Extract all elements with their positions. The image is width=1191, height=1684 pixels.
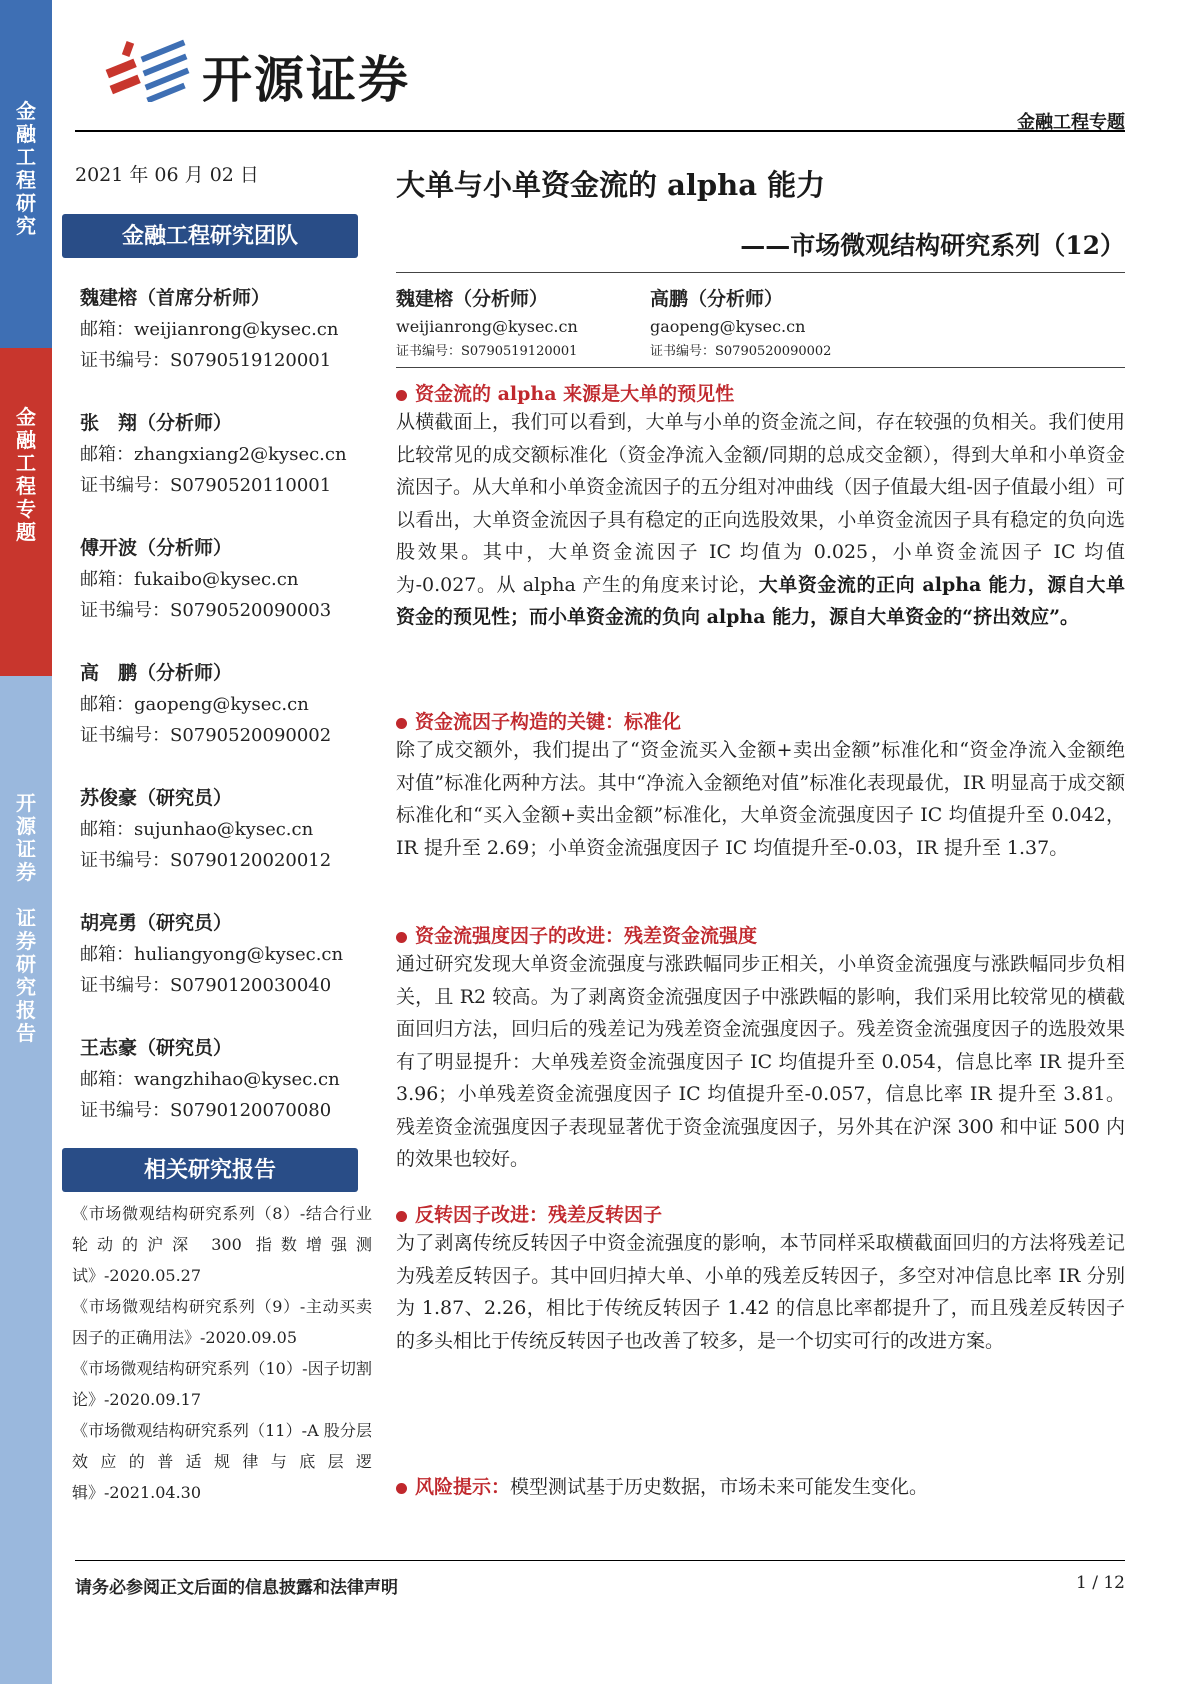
title-divider (396, 272, 1125, 273)
analyst-name: 魏建榕（分析师） (396, 288, 549, 310)
member-name: 苏俊豪（研究员） (80, 787, 233, 809)
analyst-email[interactable]: gaopeng@kysec.cn (650, 317, 806, 336)
brand-name: 开源证券 (202, 51, 410, 109)
member-email[interactable]: 邮箱：sujunhao@kysec.cn (80, 819, 314, 840)
member-email[interactable]: 邮箱：fukaibo@kysec.cn (80, 569, 299, 590)
bullet-icon (396, 390, 407, 401)
team-member (80, 283, 338, 376)
section-heading: 资金流因子构造的关键：标准化 (396, 707, 681, 734)
section-body: 除了成交额外，我们提出了“资金流买入金额+卖出金额”标准化和“资金净流入金额绝对值”标准化两种方法。其中“净流入金额绝对值”标准化表现最优，IR 明显高于成交额标准化和“买入金额+卖出金额”标准化，大单资金流强度因子 IC 均值提升至 0.042，IR 提升至 2.69；小单资金流强度因子 IC 均值提升至-0.03，IR 提升至 1.37。 (396, 739, 1125, 859)
analyst-cert: 证书编号：S0790520090002 (650, 344, 832, 359)
member-cert: 证书编号：S0790520090003 (80, 600, 332, 621)
related-title: 相关研究报告 (62, 1148, 358, 1192)
team-member (80, 408, 347, 501)
team-member (80, 1033, 340, 1126)
related-item[interactable]: 《市场微观结构研究系列（10）-因子切割论》-2020.09.17 (72, 1359, 372, 1409)
section-body: 通过研究发现大单资金流强度与涨跌幅同步正相关，小单资金流强度与涨跌幅同步负相关，且 R2 较高。为了剥离资金流强度因子中涨跌幅的影响，我们采用比较常见的横截面回归方法，回归后的残差记为残差资金流强度因子。残差资金流强度因子的选股效果有了明显提升：大单残差资金流强度因子 IC 均值提升至 0.054，信息比率 IR 提升至 3.96；小单残差资金流强度因子 IC 均值提升至-0.057，信息比率 IR 提升至 3.81。残差资金流强度因子表现显著优于资金流强度因子，另外其在沪深 300 和中证 500 内的效果也较好。 (396, 953, 1125, 1170)
member-name: 张 翔（分析师） (80, 412, 233, 434)
sidebar-tab-label: 开 源 证 券 证 券 研 究 报 告 (16, 791, 36, 1045)
member-cert: 证书编号：S0790520090002 (80, 725, 332, 746)
member-cert: 证书编号：S0790120070080 (80, 1100, 332, 1121)
member-email[interactable]: 邮箱：gaopeng@kysec.cn (80, 694, 309, 715)
related-list (72, 1198, 372, 1508)
section-heading: 资金流强度因子的改进：残差资金流强度 (396, 921, 757, 948)
bullet-icon (396, 718, 407, 729)
bullet-icon (396, 1483, 407, 1494)
analyst-name: 高鹏（分析师） (650, 288, 784, 310)
report-title: 大单与小单资金流的 alpha 能力 (396, 168, 826, 202)
section-heading: 资金流的 alpha 来源是大单的预见性 (396, 379, 734, 406)
section-heading: 反转因子改进：残差反转因子 (396, 1200, 662, 1227)
related-item[interactable]: 《市场微观结构研究系列（11）-A 股分层效应的普适规律与底层逻辑》-2021.04.30 (72, 1421, 372, 1502)
report-category: 金融工程专题 (1017, 112, 1125, 133)
member-cert: 证书编号：S0790120030040 (80, 975, 332, 996)
report-subtitle: ——市场微观结构研究系列（12） (740, 231, 1125, 260)
risk-text: 模型测试基于历史数据，市场未来可能发生变化。 (510, 1476, 929, 1498)
team-title: 金融工程研究团队 (62, 214, 358, 258)
related-item[interactable]: 《市场微观结构研究系列（9）-主动买卖因子的正确用法》-2020.09.05 (72, 1297, 372, 1347)
member-cert: 证书编号：S0790519120001 (80, 350, 332, 371)
bullet-icon (396, 932, 407, 943)
sidebar-tab-research (0, 0, 52, 348)
risk-label: 风险提示： (415, 1476, 511, 1498)
report-date: 2021 年 06 月 02 日 (75, 164, 259, 186)
analyst-divider (396, 367, 1125, 368)
footer-disclaimer: 请务必参阅正文后面的信息披露和法律声明 (75, 1578, 398, 1598)
section-body: 为了剥离传统反转因子中资金流强度的影响，本节同样采取横截面回归的方法将残差记为残差反转因子。其中回归掉大单、小单的残差反转因子，多空对冲信息比率 IR 分别为 1.87、2.26，相比于传统反转因子 1.42 的信息比率都提升了，而且残差反转因子的多头相比于传统反转因子也改善了较多，是一个切实可行的改进方案。 (396, 1232, 1125, 1352)
page-number: 1 / 12 (1076, 1573, 1125, 1593)
analyst-card (396, 284, 578, 359)
team-member (80, 908, 343, 1001)
member-email[interactable]: 邮箱：wangzhihao@kysec.cn (80, 1069, 340, 1090)
member-name: 高 鹏（分析师） (80, 662, 233, 684)
sidebar-tab-report (0, 676, 52, 1684)
member-cert: 证书编号：S0790120020012 (80, 850, 332, 871)
brand-logo-icon (100, 36, 192, 106)
member-email[interactable]: 邮箱：zhangxiang2@kysec.cn (80, 444, 347, 465)
sidebar-tab-label: 金 融 工 程 研 究 (16, 99, 36, 238)
analyst-card (650, 284, 831, 359)
member-name: 王志豪（研究员） (80, 1037, 233, 1059)
team-member (80, 658, 331, 751)
risk-note (396, 1472, 928, 1499)
related-item[interactable]: 《市场微观结构研究系列（8）-结合行业轮动的沪深 300 指数增强测试》-2020.05.27 (72, 1204, 372, 1285)
header-divider (75, 130, 1125, 132)
sidebar-tab-label: 金 融 工 程 专 题 (16, 405, 36, 544)
sidebar-tab-special (0, 348, 52, 676)
section-body: 从横截面上，我们可以看到，大单与小单的资金流之间，存在较强的负相关。我们使用比较常见的成交额标准化（资金净流入金额/同期的总成交金额），得到大单和小单资金流因子。从大单和小单资金流因子的五分组对冲曲线（因子值最大组-因子值最小组）可以看出，大单资金流因子具有稳定的正向选股效果，小单资金流因子具有稳定的负向选股效果。其中，大单资金流因子 IC 均值为 0.025，小单资金流因子 IC 均值为-0.027。从 alpha 产生的角度来讨论，大单资金流的正向 alpha 能力，源自大单资金的预见性；而小单资金流的负向 alpha 能力，源自大单资金的“挤出效应”。 (396, 411, 1125, 628)
team-member (80, 783, 331, 876)
team-member (80, 533, 331, 626)
footer-divider (75, 1560, 1125, 1561)
analyst-email[interactable]: weijianrong@kysec.cn (396, 317, 578, 336)
member-name: 傅开波（分析师） (80, 537, 233, 559)
member-email[interactable]: 邮箱：huliangyong@kysec.cn (80, 944, 344, 965)
bullet-icon (396, 1211, 407, 1222)
member-name: 魏建榕（首席分析师） (80, 287, 271, 309)
member-name: 胡亮勇（研究员） (80, 912, 233, 934)
analyst-cert: 证书编号：S0790519120001 (396, 344, 578, 359)
member-email[interactable]: 邮箱：weijianrong@kysec.cn (80, 319, 339, 340)
key-conclusion: 大单资金流的正向 alpha 能力，源自大单资金的预见性；而小单资金流的负向 alpha 能力，源自大单资金的“挤出效应”。 (396, 573, 1125, 628)
member-cert: 证书编号：S0790520110001 (80, 475, 332, 496)
